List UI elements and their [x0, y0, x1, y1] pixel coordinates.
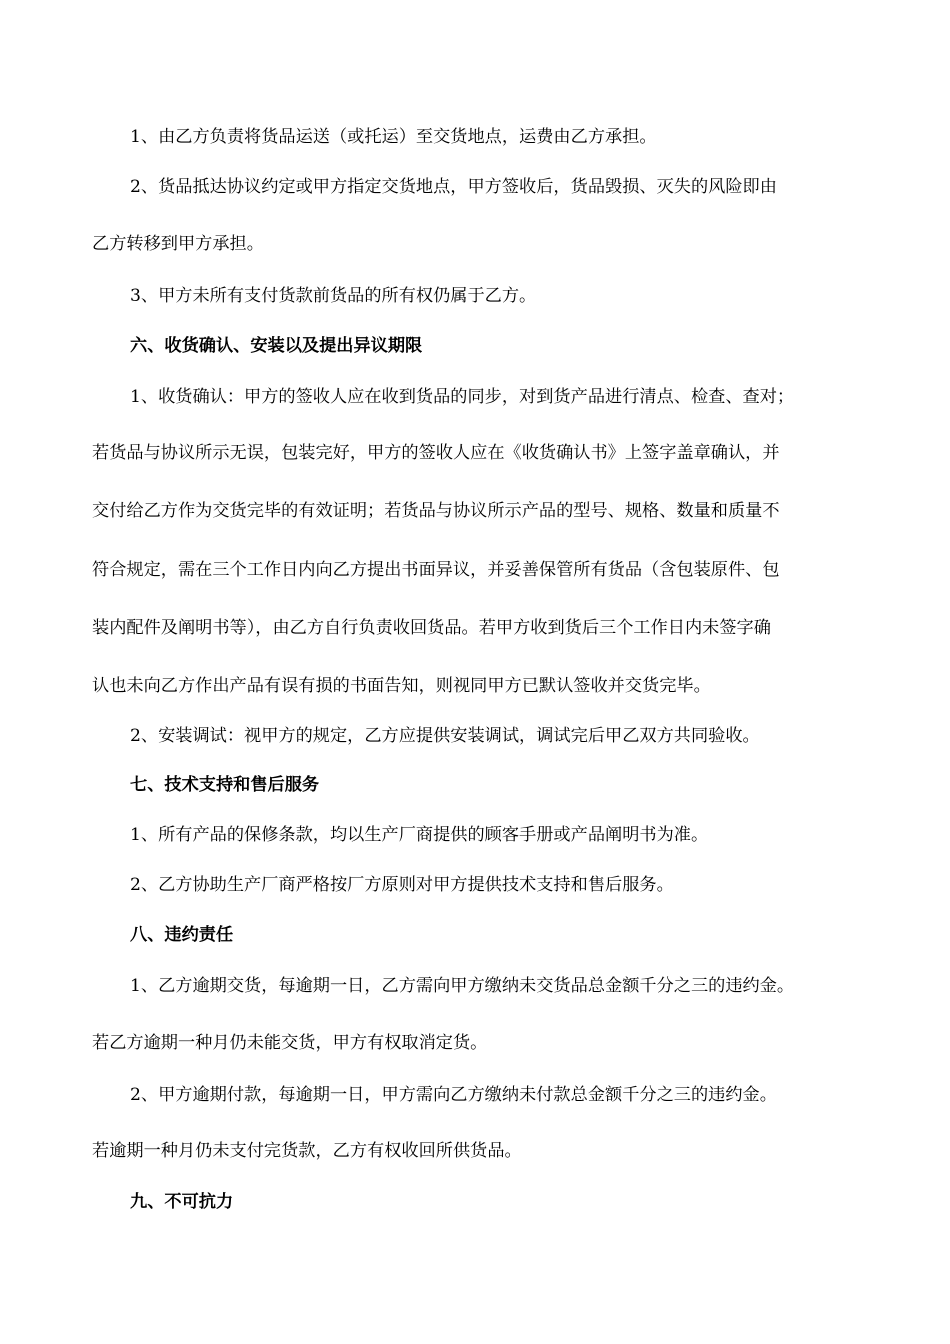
- text-line: 交付给乙方作为交货完毕的有效证明；若货品与协议所示产品的型号、规格、数量和质量不: [92, 501, 780, 521]
- text-line: 若乙方逾期一种月仍未能交货，甲方有权取消定货。: [92, 1033, 488, 1053]
- text-line: 2、安装调试：视甲方的规定，乙方应提供安装调试，调试完后甲乙双方共同验收。: [130, 726, 760, 746]
- text-line: 3、甲方未所有支付货款前货品的所有权仍属于乙方。: [130, 286, 537, 306]
- text-line: 2、甲方逾期付款，每逾期一日，甲方需向乙方缴纳未付款总金额千分之三的违约金。: [130, 1085, 777, 1105]
- text-line: 1、所有产品的保修条款，均以生产厂商提供的顾客手册或产品阐明书为准。: [130, 825, 709, 845]
- text-line: 1、由乙方负责将货品运送（或托运）至交货地点，运费由乙方承担。: [130, 127, 657, 147]
- text-line: 乙方转移到甲方承担。: [92, 234, 264, 254]
- section-heading: 六、收货确认、安装以及提出异议期限: [130, 336, 423, 356]
- text-line: 装内配件及阐明书等），由乙方自行负责收回货品。若甲方收到货后三个工作日内未签字确: [92, 618, 771, 638]
- text-line: 若货品与协议所示无误，包装完好，甲方的签收人应在《收货确认书》上签字盖章确认，并: [92, 443, 780, 463]
- text-line: 2、货品抵达协议约定或甲方指定交货地点，甲方签收后，货品毁损、灭失的风险即由: [130, 177, 777, 197]
- text-line: 1、乙方逾期交货，每逾期一日，乙方需向甲方缴纳未交货品总金额千分之三的违约金。: [130, 976, 795, 996]
- section-heading: 七、技术支持和售后服务: [130, 775, 320, 795]
- text-line: 2、乙方协助生产厂商严格按厂方原则对甲方提供技术支持和售后服务。: [130, 875, 674, 895]
- section-heading: 九、不可抗力: [130, 1192, 234, 1212]
- text-line: 1、收货确认：甲方的签收人应在收到货品的同步，对到货产品进行清点、检查、查对；: [130, 387, 795, 407]
- section-heading: 八、违约责任: [130, 925, 234, 945]
- text-line: 若逾期一种月仍未支付完货款，乙方有权收回所供货品。: [92, 1141, 522, 1161]
- text-line: 认也未向乙方作出产品有误有损的书面告知，则视同甲方已默认签收并交货完毕。: [92, 676, 711, 696]
- text-line: 符合规定，需在三个工作日内向乙方提出书面异议，并妥善保管所有货品（含包装原件、包: [92, 560, 780, 580]
